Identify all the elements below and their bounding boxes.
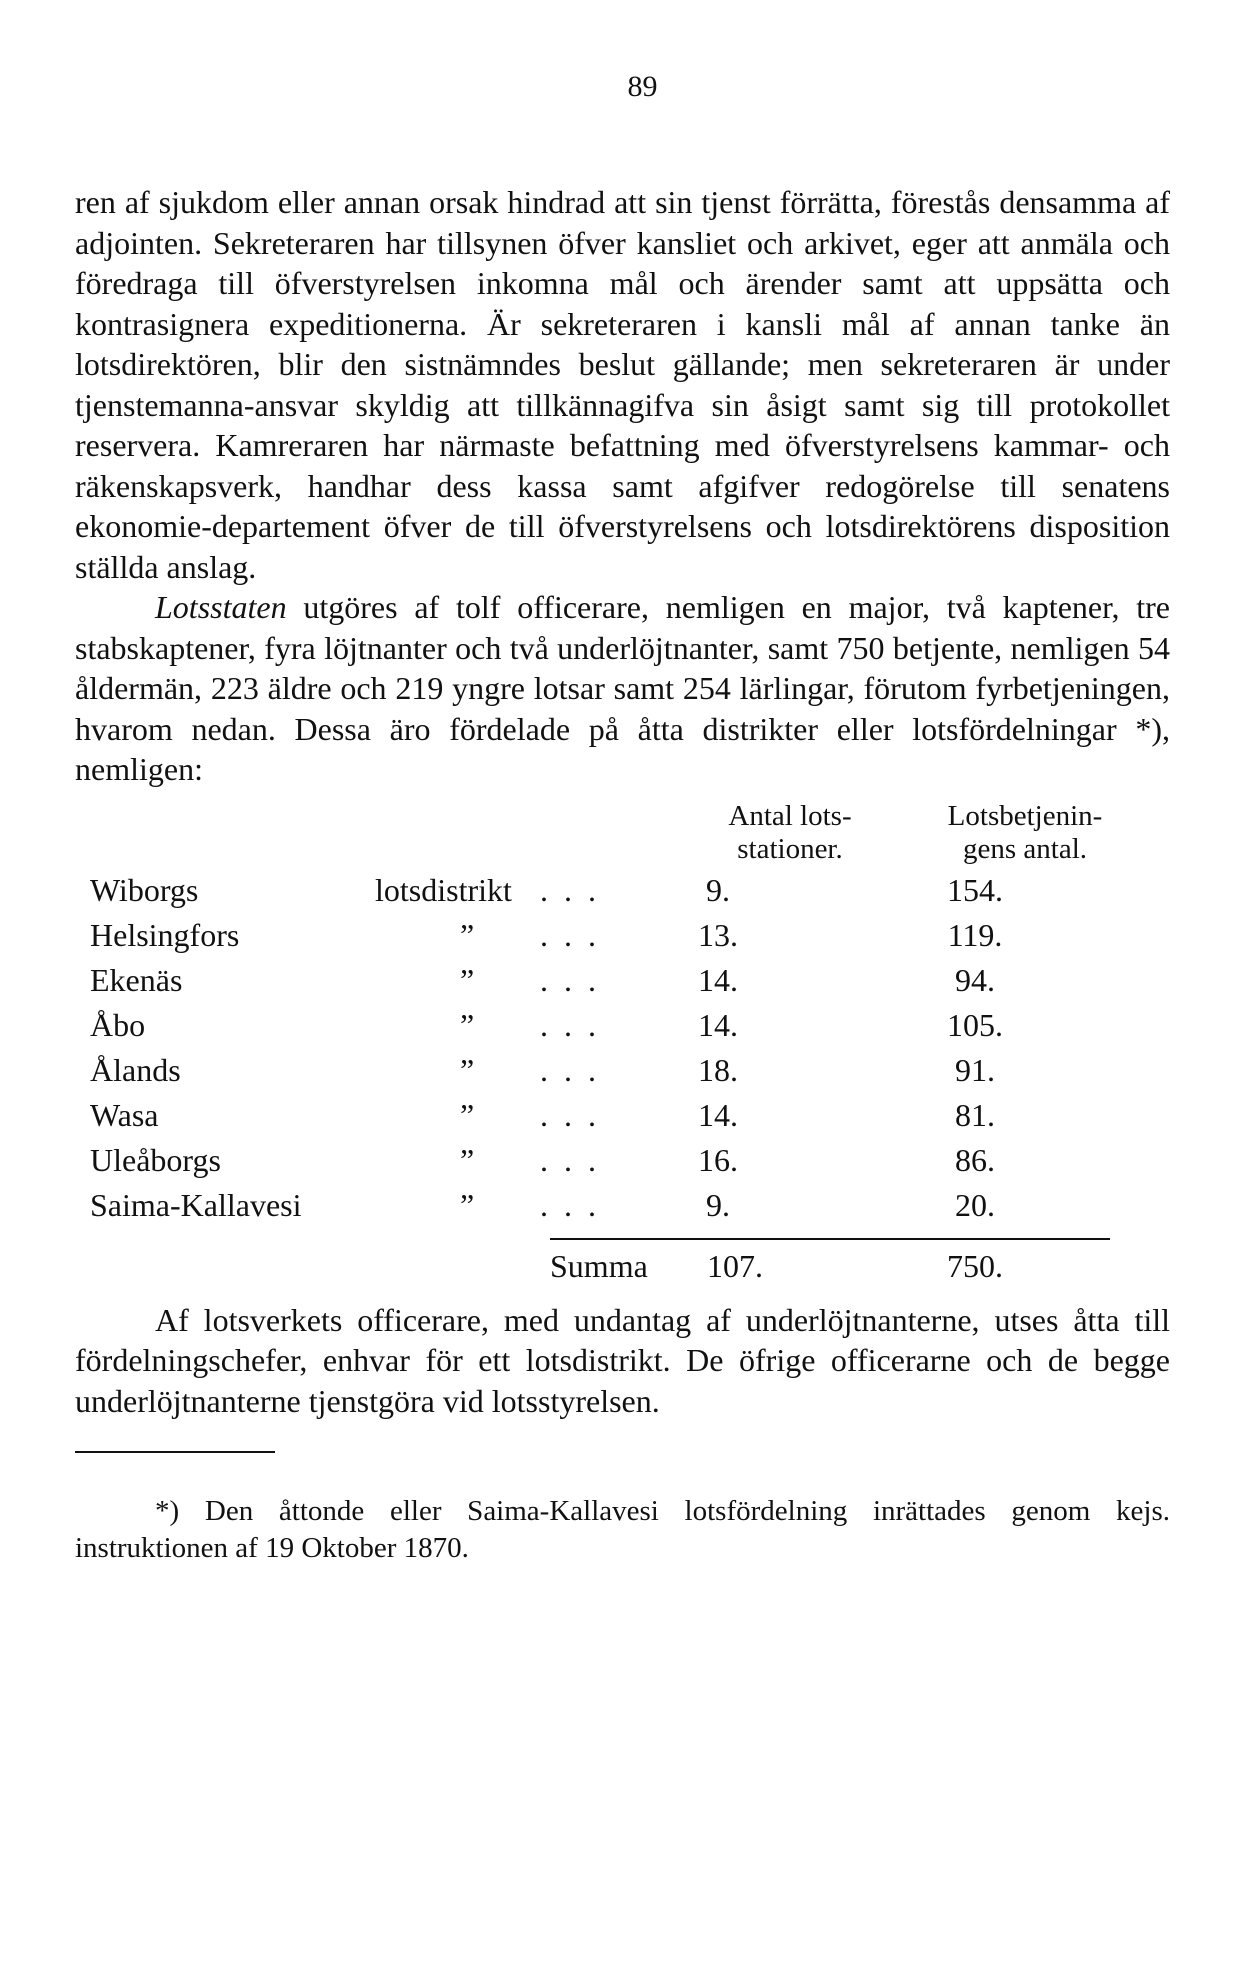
station-count: 13. bbox=[698, 916, 738, 953]
footnote bbox=[75, 1493, 1170, 1567]
ditto-mark: ” bbox=[460, 1006, 475, 1043]
crew-count: 86. bbox=[955, 1141, 995, 1178]
district-name: Ålands bbox=[90, 1051, 181, 1088]
station-count: 16. bbox=[698, 1141, 738, 1178]
sum-stations: 107. bbox=[707, 1247, 763, 1284]
station-count: 14. bbox=[698, 961, 738, 998]
crew-count: 20. bbox=[955, 1186, 995, 1223]
paragraph-2-text: utgöres af tolf officerare, nemligen en major, två kaptener, tre stabskaptener, fyra löjtnanter och två underlöjtnanter, samt 750 betjente, nemligen 54 åldermän, 223 äldre och 219 yngre lotsar samt 254 lärlingar, förutom fyrbetjeningen, hvarom nedan. Dessa äro fördelade på åtta distrikter eller lotsfördelningar *), nemligen: bbox=[75, 589, 1170, 787]
crew-count: 81. bbox=[955, 1096, 995, 1133]
district-table bbox=[75, 790, 1170, 1440]
crew-count: 154. bbox=[947, 871, 1003, 908]
district-type: lotsdistrikt bbox=[375, 871, 512, 908]
district-name: Wiborgs bbox=[90, 871, 199, 908]
header-crew-line-1: Lotsbetjenin- bbox=[947, 799, 1103, 832]
paragraph-2-lead: Lotsstaten bbox=[155, 589, 287, 625]
ditto-mark: ” bbox=[460, 961, 475, 998]
crew-count: 119. bbox=[947, 916, 1003, 953]
page bbox=[75, 70, 1170, 1567]
leader-dots: . . . bbox=[540, 871, 600, 908]
footnote-divider bbox=[75, 1451, 275, 1453]
paragraph-1: ren af sjukdom eller annan orsak hindrad att sin tjenst förrätta, förestås densamma af adjointen. Sekreteraren har tillsynen öfver kansliet och arkivet, eger att anmäla och föredraga till öfverstyrelsen inkomna mål och ärender samt att uppsätta och kontrasignera expeditionerna. Är sekreteraren i kansli mål af annan tanke än lotsdirektören, blir den sistnämndes beslut gällande; men sekreteraren är under tjenstemanna-ansvar skyldig att tillkännagifva sin åsigt samt sig till protokollet reservera. Kamreraren har närmaste befattning med öfverstyrelsens kammar- och räkenskapsverk, handhar dess kassa samt afgifver redogörelse till senatens ekonomie-departement öfver de till öfverstyrelsens och lotsdirektörens disposition ställda anslag. bbox=[75, 184, 1170, 585]
paragraph-3: Af lotsverkets officerare, med undantag af underlöjtnanterne, utses åtta till fördelningschefer, enhvar för ett lotsdistrikt. De öfrige officerarne och de begge underlöjtnanterne tjenstgöra vid lotsstyrelsen. bbox=[75, 1301, 1170, 1419]
header-stations bbox=[670, 800, 910, 866]
leader-dots: . . . bbox=[540, 1051, 600, 1088]
station-count: 14. bbox=[698, 1006, 738, 1043]
table-row bbox=[75, 1097, 1170, 1141]
table-row bbox=[75, 1052, 1170, 1096]
leader-dots: . . . bbox=[540, 1141, 600, 1178]
table-row bbox=[75, 1187, 1170, 1231]
leader-dots: . . . bbox=[540, 1096, 600, 1133]
station-count: 9. bbox=[706, 871, 730, 908]
crew-count: 91. bbox=[955, 1051, 995, 1088]
leader-dots: . . . bbox=[540, 916, 600, 953]
district-name: Uleåborgs bbox=[90, 1141, 221, 1178]
footnote-marker: *) bbox=[155, 1495, 180, 1527]
sum-crew: 750. bbox=[947, 1247, 1003, 1284]
district-name: Saima-Kallavesi bbox=[90, 1186, 302, 1223]
ditto-mark: ” bbox=[460, 1186, 475, 1223]
paragraph-2 bbox=[75, 587, 1170, 790]
crew-count: 94. bbox=[955, 961, 995, 998]
district-name: Åbo bbox=[90, 1006, 146, 1043]
table-row bbox=[75, 872, 1170, 916]
station-count: 18. bbox=[698, 1051, 738, 1088]
table-row bbox=[75, 1142, 1170, 1186]
leader-dots: . . . bbox=[540, 1006, 600, 1043]
ditto-mark: ” bbox=[460, 1141, 475, 1178]
table-row bbox=[75, 917, 1170, 961]
leader-dots: . . . bbox=[540, 961, 600, 998]
district-name: Ekenäs bbox=[90, 961, 183, 998]
footnote-text: Den åttonde eller Saima-Kallavesi lotsfördelning inrättades genom kejs. instruktionen af 19 Oktober 1870. bbox=[75, 1495, 1170, 1564]
header-stations-line-2: stationer. bbox=[737, 832, 843, 865]
sum-rule bbox=[550, 1238, 1110, 1240]
page-number: 89 bbox=[627, 70, 658, 103]
table-row bbox=[75, 1007, 1170, 1051]
header-crew-line-2: gens antal. bbox=[962, 832, 1087, 865]
header-stations-line-1: Antal lots- bbox=[728, 799, 852, 832]
ditto-mark: ” bbox=[460, 916, 475, 953]
ditto-mark: ” bbox=[460, 1096, 475, 1133]
district-name: Wasa bbox=[90, 1096, 159, 1133]
sum-label: Summa bbox=[550, 1247, 648, 1284]
header-crew bbox=[885, 800, 1165, 866]
station-count: 9. bbox=[706, 1186, 730, 1223]
district-name: Helsingfors bbox=[90, 916, 240, 953]
table-row bbox=[75, 962, 1170, 1006]
ditto-mark: ” bbox=[460, 1051, 475, 1088]
leader-dots: . . . bbox=[540, 1186, 600, 1223]
station-count: 14. bbox=[698, 1096, 738, 1133]
crew-count: 105. bbox=[947, 1006, 1003, 1043]
